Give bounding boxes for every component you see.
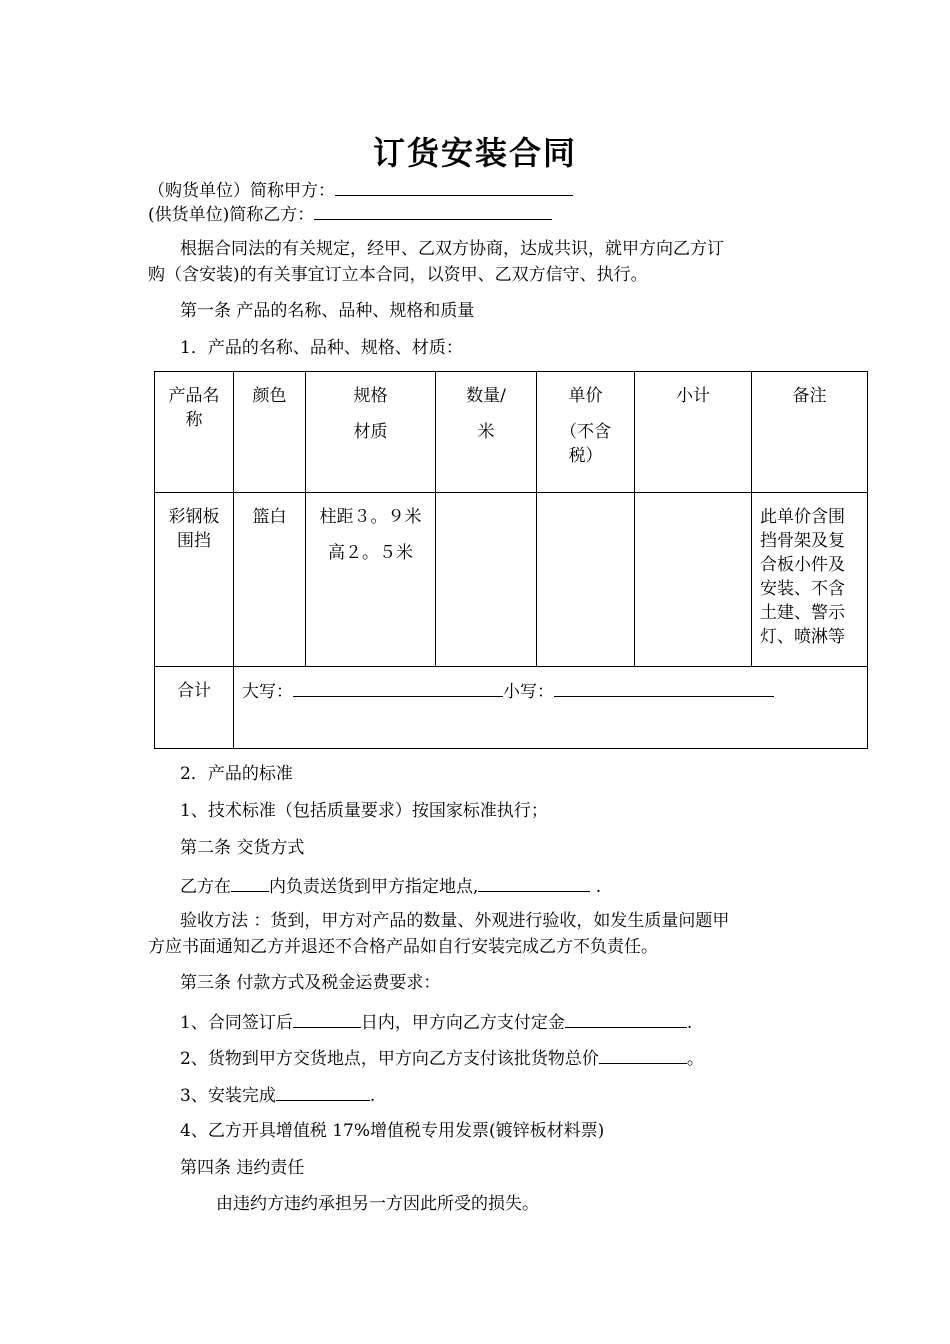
article1-item1: 1．产品的名称、品种、规格、材质： [180, 338, 463, 358]
payment1-pre: 1、合同签订后 [180, 1013, 293, 1033]
payment3-pre: 3、安装完成 [180, 1086, 276, 1106]
payment3-end: . [369, 1086, 376, 1106]
delivery-place-blank[interactable] [478, 874, 590, 892]
payment-item-4: 4、乙方开具增值税 17%增值税专用发票(镀锌板材料票) [180, 1121, 605, 1141]
delivery-line [180, 874, 601, 898]
party-b-label: (供货单位)简称乙方： [148, 205, 315, 225]
standard-item: 1、技术标准（包括质量要求）按国家标准执行； [180, 801, 548, 821]
party-b-blank[interactable] [314, 202, 552, 220]
payment1-end: . [686, 1013, 693, 1033]
intro-line-1: 根据合同法的有关规定，经甲、乙双方协商，达成共识，就甲方向乙方订 [180, 239, 724, 259]
cell-remark: 此单价含围 挡骨架及复 合板小件及 安装、不含 土建、警示 灯、喷淋等 [752, 493, 868, 667]
total-lower-label: 小写： [503, 682, 554, 702]
table-total-row [155, 667, 868, 749]
total-upper-label: 大写： [242, 682, 293, 702]
table-row [155, 493, 868, 667]
header-quantity: 数量/ 米 [436, 372, 537, 493]
header-price: 单价 （不含 税） [537, 372, 635, 493]
cell-spec: 柱距３。９米 高２。５米 [306, 493, 436, 667]
standard-heading: 2．产品的标准 [180, 764, 293, 784]
payment-item-3 [180, 1083, 375, 1107]
header-spec: 规格 材质 [306, 372, 436, 493]
acceptance-line-1: 验收方法 ：货到，甲方对产品的数量、外观进行验收，如发生质量问题甲 [180, 911, 730, 931]
header-color: 颜色 [234, 372, 306, 493]
payment2-blank[interactable] [599, 1046, 687, 1064]
header-remark: 备注 [752, 372, 868, 493]
party-a-line [148, 178, 573, 202]
payment1-deposit-blank[interactable] [565, 1010, 687, 1028]
delivery-mid: 内负责送货到甲方指定地点, [269, 877, 479, 897]
total-upper-blank[interactable] [293, 679, 503, 697]
delivery-pre: 乙方在 [180, 877, 231, 897]
payment1-mid: 日内，甲方向乙方支付定金 [360, 1013, 565, 1033]
party-b-line [148, 202, 552, 226]
cell-subtotal[interactable] [635, 493, 752, 667]
party-a-label: （购货单位）简称甲方： [148, 181, 335, 201]
total-amount [234, 667, 868, 749]
article4-heading: 第四条 违约责任 [180, 1158, 305, 1178]
cell-price[interactable] [537, 493, 635, 667]
intro-line-2: 购（含安装)的有关事宜订立本合同，以资甲、乙双方信守、执行。 [148, 265, 648, 285]
cell-quantity[interactable] [436, 493, 537, 667]
article4-body: 由违约方违约承担另一方因此所受的损失。 [216, 1194, 539, 1214]
total-label: 合计 [155, 667, 234, 749]
product-table [154, 371, 868, 749]
total-lower-blank[interactable] [554, 679, 774, 697]
payment2-pre: 2、货物到甲方交货地点，甲方向乙方支付该批货物总价 [180, 1049, 599, 1069]
document-title: 订货安装合同 [372, 134, 577, 172]
delivery-time-blank[interactable] [231, 874, 269, 892]
acceptance-line-2: 方应书面通知乙方并退还不合格产品如自行安装完成乙方不负责任。 [148, 937, 658, 957]
party-a-blank[interactable] [335, 178, 573, 196]
table-header-row [155, 372, 868, 493]
payment2-end: 。 [686, 1049, 704, 1069]
payment-item-1 [180, 1010, 692, 1034]
header-subtotal: 小计 [635, 372, 752, 493]
header-name: 产品名 称 [155, 372, 234, 493]
delivery-end: . [590, 877, 602, 897]
payment1-days-blank[interactable] [293, 1010, 361, 1028]
cell-name: 彩钢板 围挡 [155, 493, 234, 667]
cell-color: 篮白 [234, 493, 306, 667]
payment-item-2 [180, 1046, 704, 1070]
article2-heading: 第二条 交货方式 [180, 838, 305, 858]
article3-heading: 第三条 付款方式及税金运费要求： [180, 973, 441, 993]
payment3-blank[interactable] [276, 1083, 370, 1101]
article1-heading: 第一条 产品的名称、品种、规格和质量 [180, 301, 475, 321]
